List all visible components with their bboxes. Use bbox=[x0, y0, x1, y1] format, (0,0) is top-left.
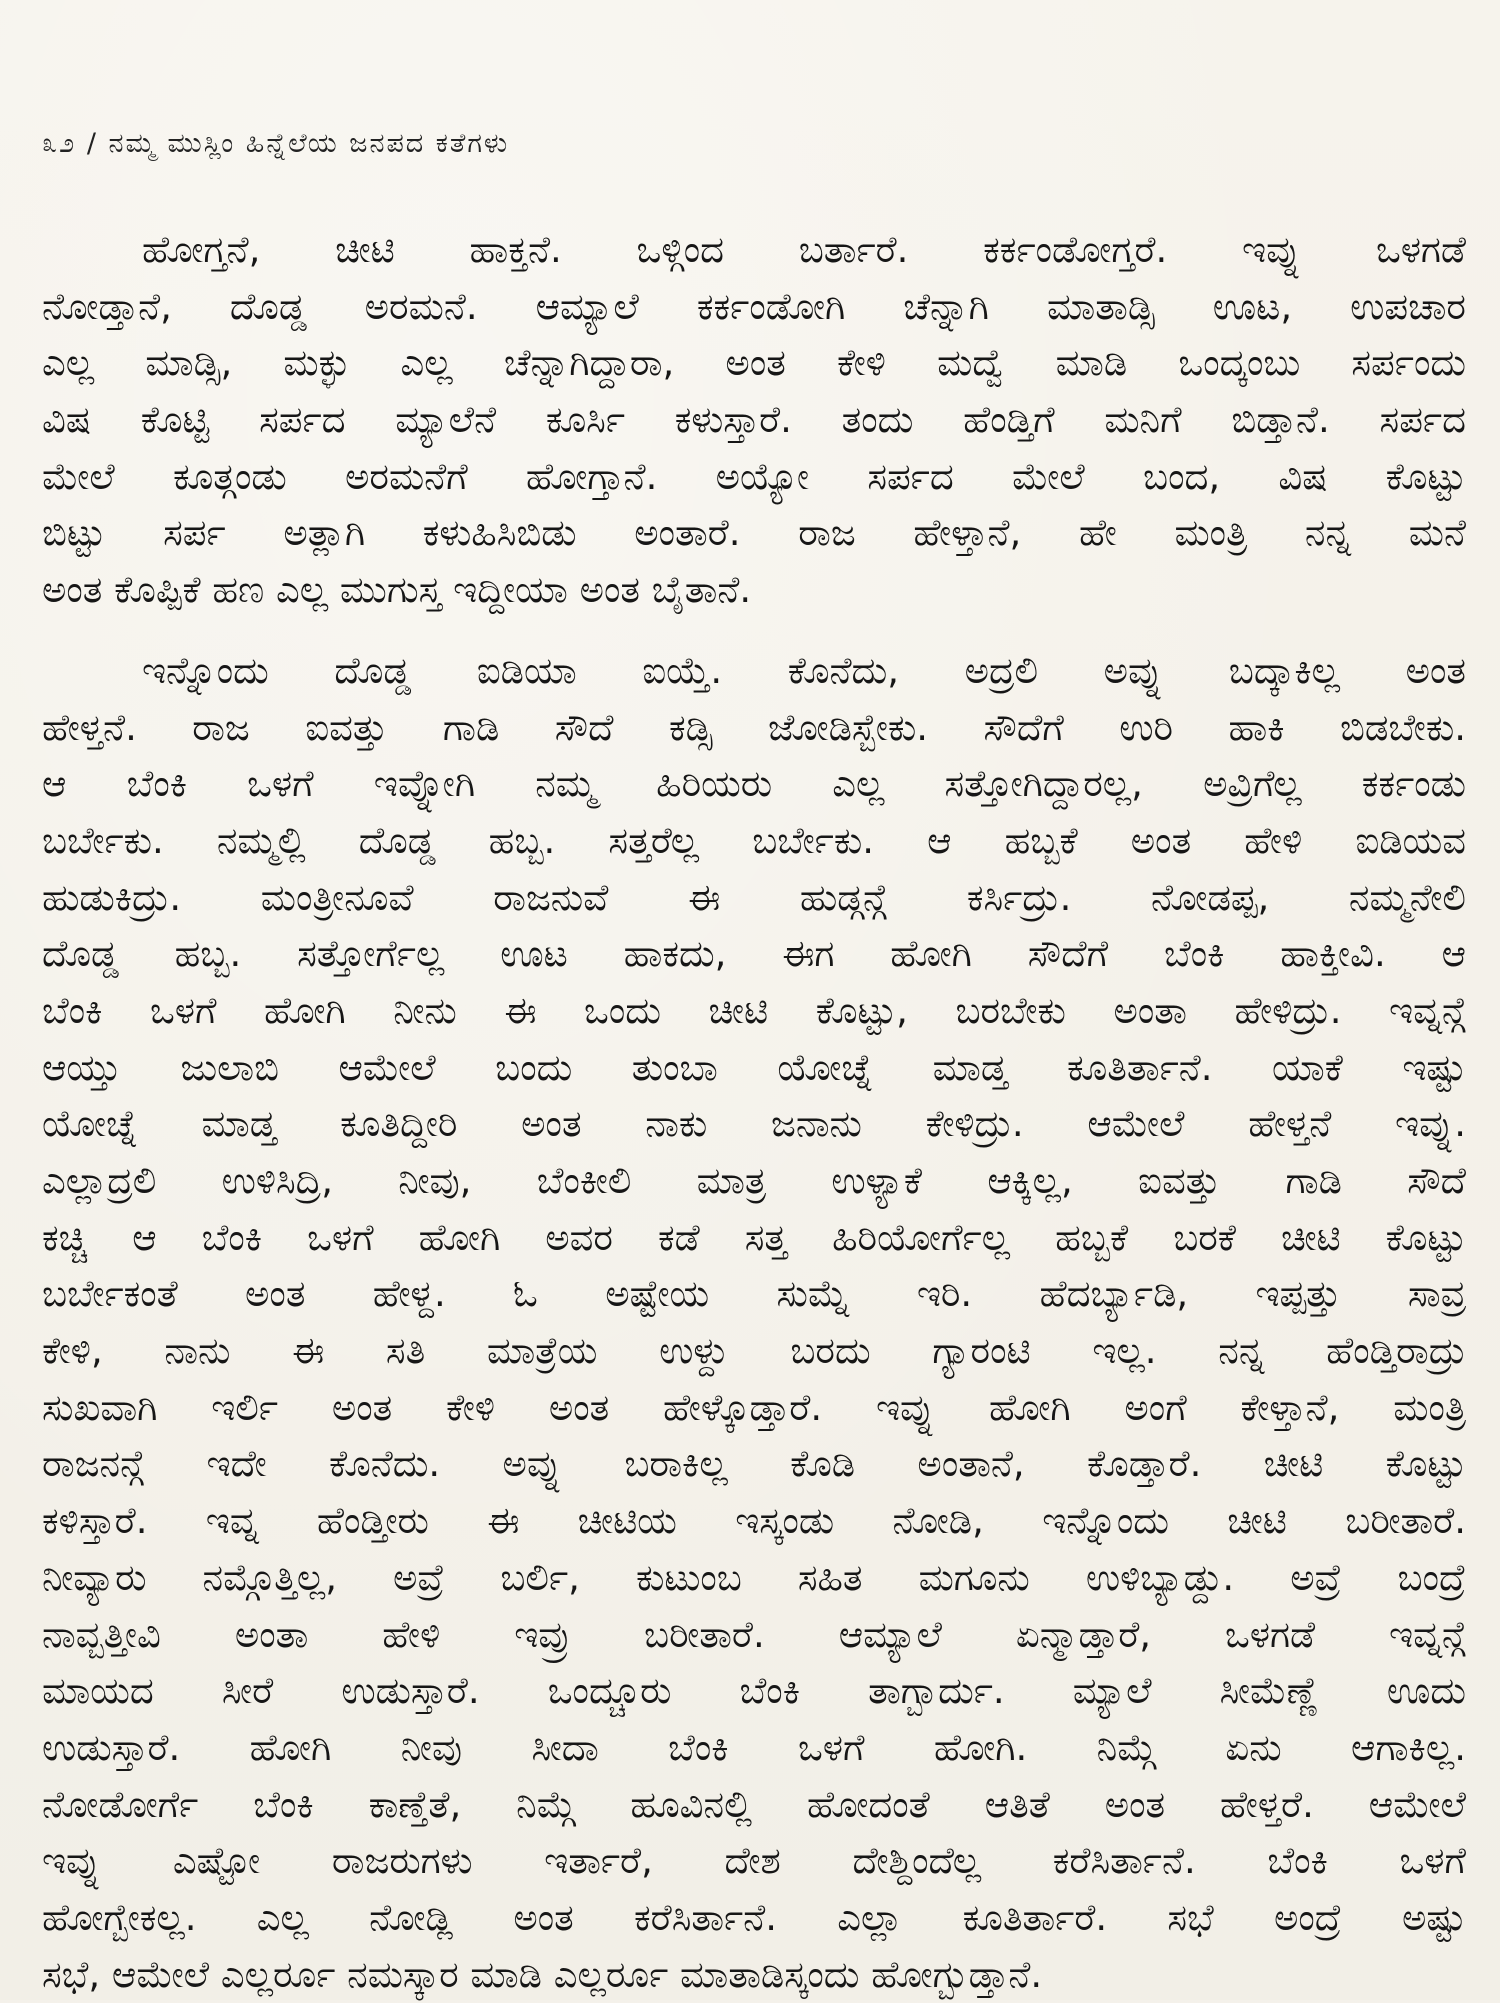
text-line: ಆಯ್ತು ಜುಲಾಬಿ ಆಮೇಲೆ ಬಂದು ತುಂಬಾ ಯೋಚ್ನೆ ಮಾಡ್ತ ಕೂತಿರ್ತಾನೆ. ಯಾಕೆ ಇಷ್ಟು bbox=[42, 1045, 1466, 1089]
paragraph-2 bbox=[42, 643, 1466, 2003]
text-line: ನಾವ್ಬತ್ತೀವಿ ಅಂತಾ ಹೇಳಿ ಇವ್ರು ಬರೀತಾರೆ. ಆಮ್ಯಾಲೆ ಏನ್ಮಾಡ್ತಾರೆ, ಒಳಗಡೆ ಇವ್ನನ್ಗೆ bbox=[42, 1612, 1466, 1656]
text-line: ಎಲ್ಲಾದ್ರಲಿ ಉಳಿಸಿದ್ರಿ, ನೀವು, ಬೆಂಕೀಲಿ ಮಾತ್ರ ಉಳ್ಯಾಕೆ ಆಕ್ಕಿಲ್ಲ, ಐವತ್ತು ಗಾಡಿ ಸೌದೆ bbox=[42, 1159, 1466, 1202]
text-line: ಇವ್ನು ಎಷ್ಟೋ ರಾಜರುಗಳು ಇರ್ತಾರೆ, ದೇಶ ದೇಶ್ದಿಂದೆಲ್ಲ ಕರೆಸಿರ್ತಾನೆ. ಬೆಂಕಿ ಒಳಗೆ bbox=[42, 1839, 1466, 1883]
text-line: ಯೋಚ್ನೆ ಮಾಡ್ತ ಕೂತಿದ್ದೀರಿ ಅಂತ ನಾಕು ಜನಾನು ಕೇಳಿದ್ರು. ಆಮೇಲೆ ಹೇಳ್ತನೆ ಇವ್ನು. bbox=[42, 1102, 1466, 1146]
text-line: ಸುಖವಾಗಿ ಇರ್ಲಿ ಅಂತ ಕೇಳಿ ಅಂತ ಹೇಳ್ಕೊಡ್ತಾರೆ. ಇವ್ನು ಹೋಗಿ ಅಂಗೆ ಕೇಳ್ತಾನೆ, ಮಂತ್ರಿ bbox=[42, 1385, 1466, 1429]
text-line: ವಿಷ ಕೊಟ್ಟಿ ಸರ್ಪದ ಮ್ಯಾಲೆನೆ ಕೂರ್ಸಿ ಕಳುಸ್ತಾರೆ. ತಂದು ಹೆಂಡ್ತಿಗೆ ಮನಿಗೆ ಬಿಡ್ತಾನೆ. ಸರ್ಪದ bbox=[42, 398, 1466, 442]
text-line: ಎಲ್ಲ ಮಾಡ್ಸಿ, ಮಕ್ಳು ಎಲ್ಲ ಚೆನ್ನಾಗಿದ್ದಾರಾ, ಅಂತ ಕೇಳಿ ಮದ್ವೆ ಮಾಡಿ ಒಂದ್ಕಂಬು ಸರ್ಪಂದು bbox=[42, 341, 1466, 385]
text-line: ಸಭೆ, ಆಮೇಲೆ ಎಲ್ಲರ್ರೂ ನಮಸ್ಕಾರ ಮಾಡಿ ಎಲ್ಲರ್ರೂ ಮಾತಾಡಿಸ್ಕಂದು ಹೋಗ್ಬುಡ್ತಾನೆ. bbox=[42, 1952, 1043, 1996]
text-line: ಹೋಗ್ತನೆ, ಚೀಟಿ ಹಾಕ್ತನೆ. ಒಳ್ಗಿಂದ ಬರ್ತಾರೆ. ಕರ್ಕಂಡೋಗ್ತರೆ. ಇವ್ನು ಒಳಗಡೆ bbox=[142, 228, 1466, 271]
text-line: ನೋಡ್ತಾನೆ, ದೊಡ್ಡ ಅರಮನೆ. ಆಮ್ಯಾಲೆ ಕರ್ಕಂಡೋಗಿ ಚೆನ್ನಾಗಿ ಮಾತಾಡ್ಸಿ ಊಟ, ಉಪಚಾರ bbox=[42, 284, 1466, 328]
running-header: ೩೨ / ನಮ್ಮ ಮುಸ್ಲಿಂ ಹಿನ್ನೆಲೆಯ ಜನಪದ ಕತೆಗಳು bbox=[42, 128, 510, 159]
text-line: ನೋಡೋರ್ಗೆ ಬೆಂಕಿ ಕಾಣ್ತೆತೆ, ನಿಮ್ಗೆ ಹೂವಿನಲ್ಲಿ ಹೋದಂತೆ ಆತಿತೆ ಅಂತ ಹೇಳ್ತರೆ. ಆಮೇಲೆ bbox=[42, 1782, 1466, 1826]
text-line: ಮಾಯದ ಸೀರೆ ಉಡುಸ್ತಾರೆ. ಒಂದ್ಚೂರು ಬೆಂಕಿ ತಾಗ್ಬಾರ್ದು. ಮ್ಯಾಲೆ ಸೀಮೆಣ್ಣೆ ಊದು bbox=[42, 1669, 1466, 1713]
text-line: ಮೇಲೆ ಕೂತ್ಗಂಡು ಅರಮನೆಗೆ ಹೋಗ್ತಾನೆ. ಅಯ್ಯೋ ಸರ್ಪದ ಮೇಲೆ ಬಂದ, ವಿಷ ಕೊಟ್ಟು bbox=[42, 454, 1466, 498]
text-line: ರಾಜನನ್ಗೆ ಇದೇ ಕೊನೆದು. ಅವ್ನು ಬರಾಕಿಲ್ಲ ಕೊಡಿ ಅಂತಾನೆ, ಕೊಡ್ತಾರೆ. ಚೀಟಿ ಕೊಟ್ಟು bbox=[42, 1442, 1466, 1486]
paragraph-1 bbox=[42, 222, 1466, 619]
text-line: ಬರ್ಬೇಕಂತೆ ಅಂತ ಹೇಳ್ದ. ಓ ಅಷ್ಟೇಯ ಸುಮ್ನೆ ಇರಿ. ಹೆದರ್ಬ್ಯಾಡಿ, ಇಪ್ಪತ್ತು ಸಾವ್ರ bbox=[42, 1272, 1466, 1316]
text-line: ಬರ್ಬೇಕು. ನಮ್ಮಲ್ಲಿ ದೊಡ್ಡ ಹಬ್ಬ. ಸತ್ತರೆಲ್ಲ ಬರ್ಬೇಕು. ಆ ಹಬ್ಬಕೆ ಅಂತ ಹೇಳಿ ಐಡಿಯವ bbox=[42, 818, 1466, 862]
text-line: ಆ ಬೆಂಕಿ ಒಳಗೆ ಇವ್ನೋಗಿ ನಮ್ಮ ಹಿರಿಯರು ಎಲ್ಲ ಸತ್ತೋಗಿದ್ದಾರಲ್ಲ, ಅವ್ರಿಗೆಲ್ಲ ಕರ್ಕಂಡು bbox=[42, 762, 1466, 806]
text-line: ಬಿಟ್ಟು ಸರ್ಪ ಅತ್ಲಾಗಿ ಕಳುಹಿಸಿಬಿಡು ಅಂತಾರೆ. ರಾಜ ಹೇಳ್ತಾನೆ, ಹೇ ಮಂತ್ರಿ ನನ್ನ ಮನೆ bbox=[42, 511, 1466, 555]
text-line: ನೀವ್ಯಾರು ನಮ್ಗೊತ್ತಿಲ್ಲ, ಅವ್ರೆ ಬರ್ಲಿ, ಕುಟುಂಬ ಸಹಿತ ಮಗೂನು ಉಳಿಬ್ಯಾಡ್ದು. ಅವ್ರೆ ಬಂದ್ರೆ bbox=[42, 1555, 1466, 1599]
text-line: ಕಳಿಸ್ತಾರೆ. ಇವ್ನ ಹೆಂಡ್ತೀರು ಈ ಚೀಟಿಯ ಇಸ್ಕಂಡು ನೋಡಿ, ಇನ್ನೊಂದು ಚೀಟಿ ಬರೀತಾರೆ. bbox=[42, 1499, 1466, 1543]
text-line: ಕಚ್ಚಿ ಆ ಬೆಂಕಿ ಒಳಗೆ ಹೋಗಿ ಅವರ ಕಡೆ ಸತ್ತ ಹಿರಿಯೋರ್ಗೆಲ್ಲ ಹಬ್ಬಕೆ ಬರಕೆ ಚೀಟಿ ಕೊಟ್ಟು bbox=[42, 1215, 1466, 1259]
text-line: ಉಡುಸ್ತಾರೆ. ಹೋಗಿ ನೀವು ಸೀದಾ ಬೆಂಕಿ ಒಳಗೆ ಹೋಗಿ. ನಿಮ್ಗೆ ಏನು ಆಗಾಕಿಲ್ಲ. bbox=[42, 1725, 1466, 1769]
text-line: ದೊಡ್ಡ ಹಬ್ಬ. ಸತ್ತೋರ್ಗೆಲ್ಲ ಊಟ ಹಾಕದು, ಈಗ ಹೋಗಿ ಸೌದೆಗೆ ಬೆಂಕಿ ಹಾಕ್ತೀವಿ. ಆ bbox=[42, 932, 1466, 976]
text-line: ಹುಡುಕಿದ್ರು. ಮಂತ್ರೀನೂವೆ ರಾಜನುವೆ ಈ ಹುಡ್ಗನ್ಗೆ ಕರ್ಸಿದ್ರು. ನೋಡಪ್ಪ, ನಮ್ಮನೇಲಿ bbox=[42, 875, 1466, 919]
text-line: ಹೇಳ್ತನೆ. ರಾಜ ಐವತ್ತು ಗಾಡಿ ಸೌದೆ ಕಡ್ಸಿ ಜೋಡಿಸ್ಬೇಕು. ಸೌದೆಗೆ ಉರಿ ಹಾಕಿ ಬಿಡಬೇಕು. bbox=[42, 705, 1466, 749]
text-line: ಅಂತ ಕೊಪ್ಪಿಕೆ ಹಣ ಎಲ್ಲ ಮುಗುಸ್ತ ಇದ್ದೀಯಾ ಅಂತ ಬೈತಾನೆ. bbox=[42, 568, 752, 612]
story-body bbox=[42, 222, 1466, 2003]
text-line: ಕೇಳಿ, ನಾನು ಈ ಸತಿ ಮಾತ್ರೆಯ ಉಳ್ದು ಬರದು ಗ್ಯಾರಂಟಿ ಇಲ್ಲ. ನನ್ನ ಹೆಂಡ್ತಿರಾದ್ರು bbox=[42, 1329, 1466, 1373]
text-line: ಹೋಗ್ಬೇಕಲ್ಲ. ಎಲ್ಲ ನೋಡ್ಲಿ ಅಂತ ಕರೆಸಿರ್ತಾನೆ. ಎಲ್ಲಾ ಕೂತಿರ್ತಾರೆ. ಸಭೆ ಅಂದ್ರೆ ಅಷ್ಟು bbox=[42, 1895, 1466, 1939]
text-line: ಬೆಂಕಿ ಒಳಗೆ ಹೋಗಿ ನೀನು ಈ ಒಂದು ಚೀಟಿ ಕೊಟ್ಟು, ಬರಬೇಕು ಅಂತಾ ಹೇಳಿದ್ರು. ಇವ್ನನ್ಗೆ bbox=[42, 988, 1466, 1032]
text-line: ಇನ್ನೊಂದು ದೊಡ್ಡ ಐಡಿಯಾ ಐಯ್ತೆ. ಕೊನೆದು, ಅದ್ರಲಿ ಅವ್ನು ಬದ್ಕಾಕಿಲ್ಲ ಅಂತ bbox=[142, 648, 1466, 692]
